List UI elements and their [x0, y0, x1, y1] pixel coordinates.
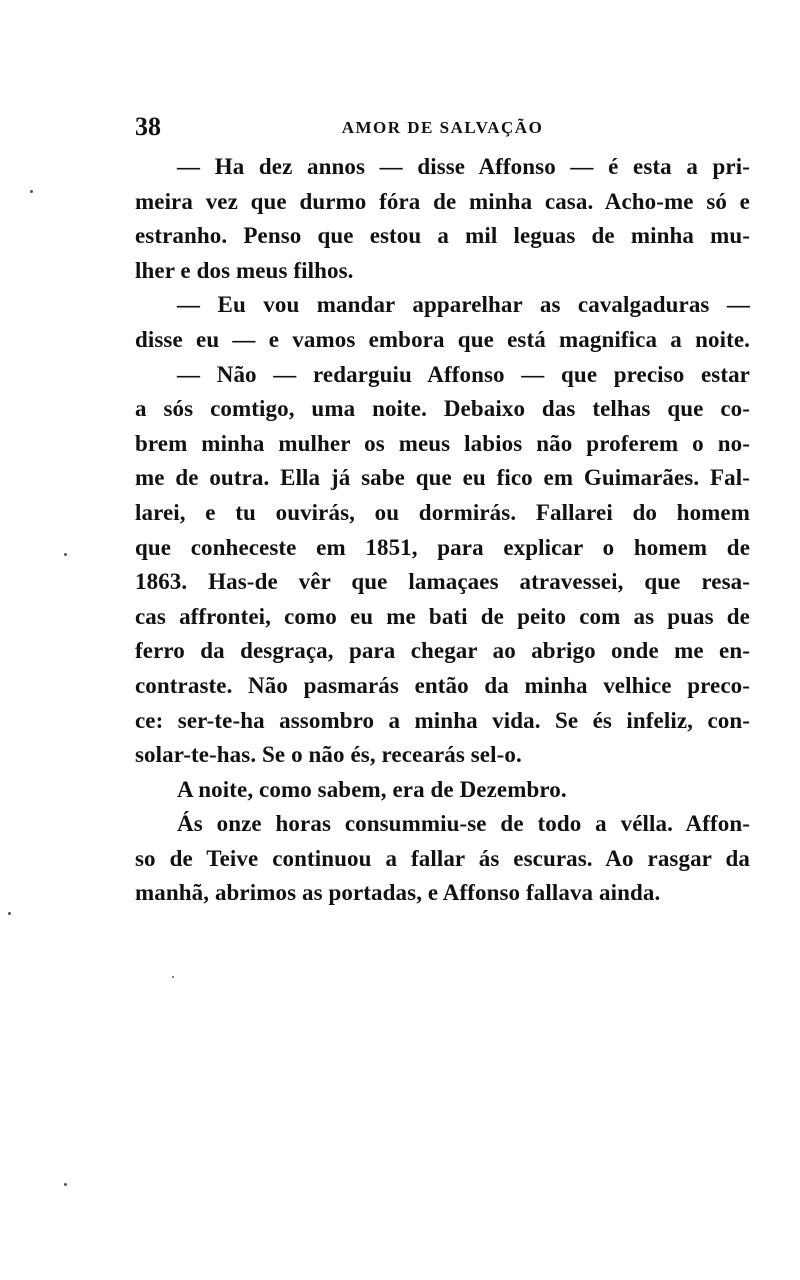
text-line: disse eu — e vamos embora que está magnifica a noite.: [135, 326, 750, 352]
text-line: solar-te-has. Se o não és, recearás sel-o.: [135, 742, 522, 768]
text-line: so de Teive continuou a fallar ás escuras. Ao rasgar da: [135, 845, 750, 871]
paper-speck: [30, 190, 33, 193]
text-line: me de outra. Ella já sabe que eu fico em Guimarães. Fal-: [135, 465, 750, 491]
text-line: contraste. Não pasmarás então da minha velhice preco-: [135, 672, 750, 698]
paper-speck: [8, 912, 11, 915]
text-line: meira vez que durmo fóra de minha casa. Acho-me só e: [135, 188, 750, 214]
text-line: — Ha dez annos — disse Affonso — é esta a pri-: [177, 154, 750, 179]
text-line: 1863. Has-de vêr que lamaçaes atravessei, que resa-: [135, 569, 750, 595]
text-line: — Eu vou mandar apparelhar as cavalgaduras —: [177, 292, 750, 318]
page-number: 38: [135, 112, 161, 141]
paper-speck: [172, 976, 174, 978]
text-line: cas affrontei, como eu me bati de peito com as puas de: [135, 603, 750, 629]
text-line: Ás onze horas consummiu-se de todo a vélla. Affon-: [177, 811, 750, 837]
body-text: [135, 150, 750, 911]
paper-speck: [64, 1183, 67, 1186]
text-line: lher e dos meus filhos.: [135, 257, 354, 283]
text-line: ce: ser-te-ha assombro a minha vida. Se és infeliz, con-: [135, 707, 750, 733]
text-line: ferro da desgraça, para chegar ao abrigo onde me en-: [135, 638, 750, 664]
page-header: [135, 112, 750, 142]
text-line: estranho. Penso que estou a mil leguas de minha mu-: [135, 223, 750, 249]
paper-speck: [64, 553, 67, 556]
text-line: — Não — redarguiu Affonso — que preciso estar: [177, 361, 750, 387]
text-line: brem minha mulher os meus labios não proferem o no-: [135, 430, 750, 456]
text-line: manhã, abrimos as portadas, e Affonso fallava ainda.: [135, 880, 661, 906]
running-title: AMOR DE SALVAÇÃO: [341, 118, 544, 137]
text-line: a sós comtigo, uma noite. Debaixo das telhas que co-: [135, 396, 750, 422]
text-line: A noite, como sabem, era de Dezembro.: [177, 776, 567, 802]
text-line: larei, e tu ouvirás, ou dormirás. Fallarei do homem: [135, 499, 750, 525]
text-line: que conheceste em 1851, para explicar o homem de: [135, 534, 750, 560]
